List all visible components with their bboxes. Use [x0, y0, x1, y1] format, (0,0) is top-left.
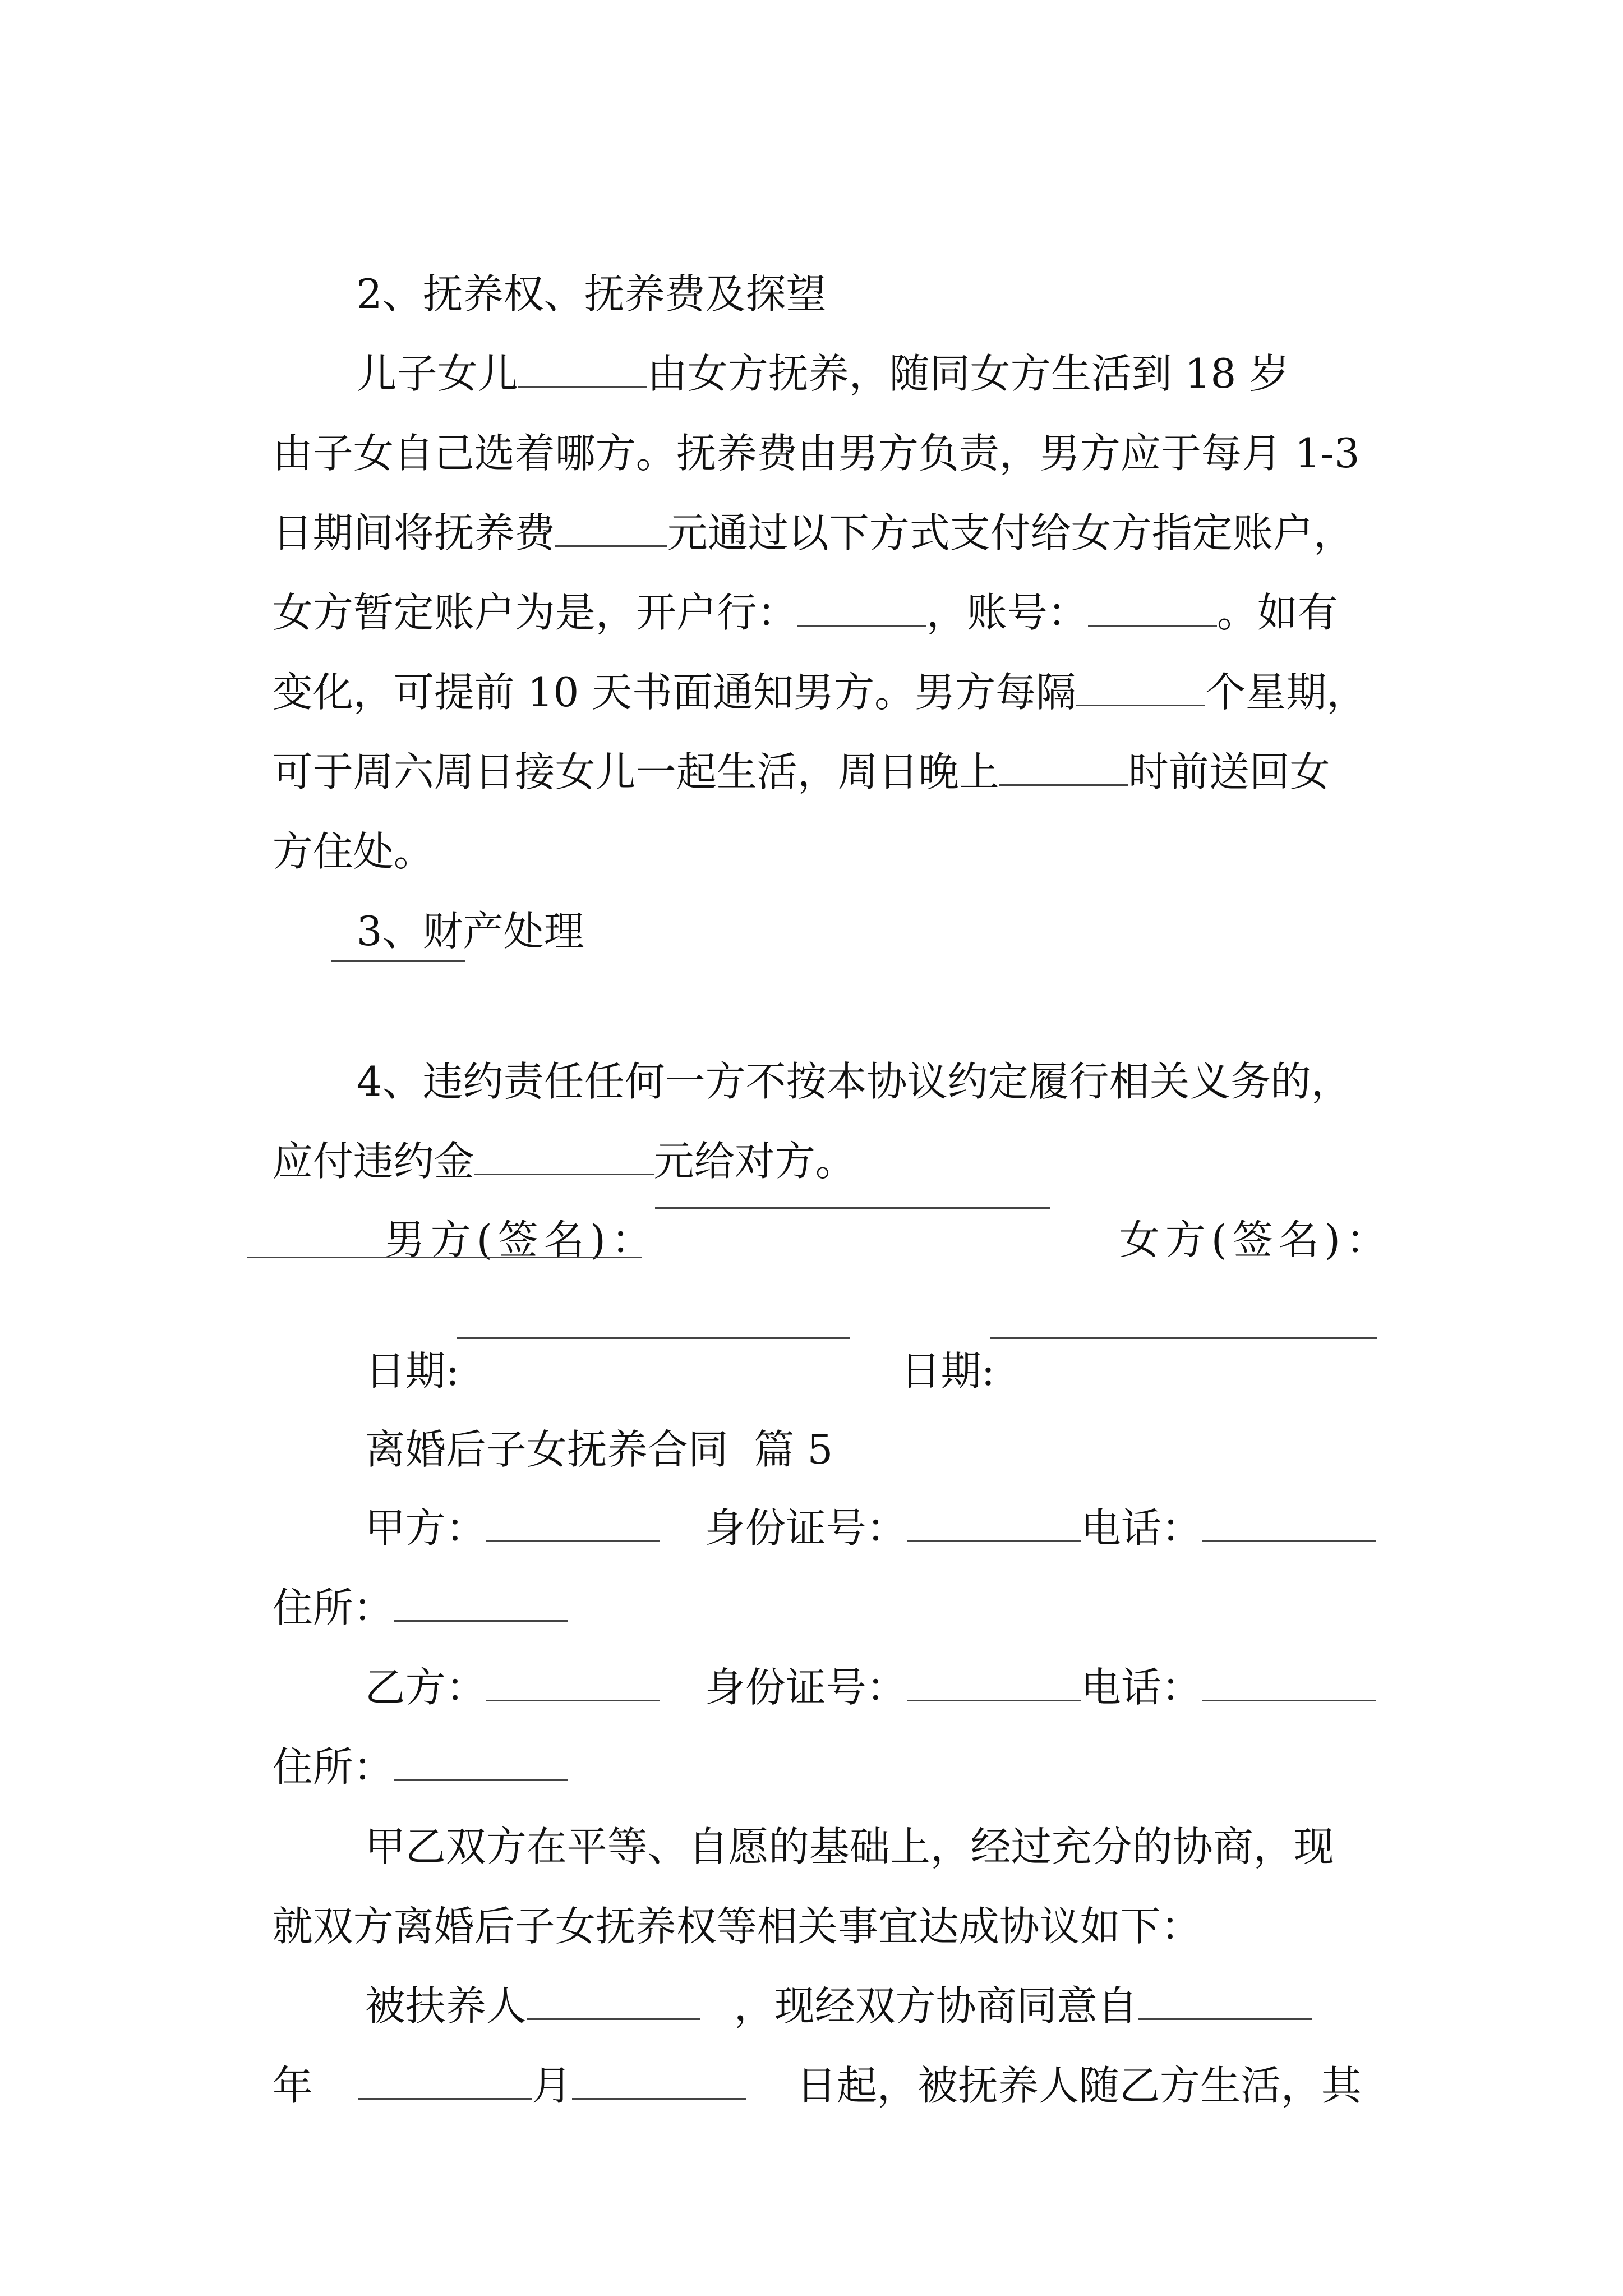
text-segment: 甲乙双方在平等、自愿的基础上，经过充分的协商，现: [365, 1823, 1334, 1870]
text-segment: 日期间将抚养费: [272, 509, 555, 556]
text-segment: 就双方离婚后子女抚养权等相关事宜达成协议如下：: [272, 1903, 1201, 1950]
label-text: 电话：: [1080, 1664, 1202, 1711]
blank-field: [907, 1508, 1081, 1542]
label-text: 甲方：: [365, 1504, 486, 1552]
custody-line-1: [331, 293, 1290, 397]
blank-field: [907, 1667, 1081, 1701]
male-signature-field: [655, 1207, 1050, 1209]
text-segment: 4、违约责任任何一方不按本协议约定履行相关义务的，: [356, 1058, 1352, 1105]
text-segment: 元给对方。: [653, 1138, 856, 1185]
section-3-heading: [331, 850, 584, 955]
label-text: 日期:: [900, 1347, 995, 1395]
blank-field: [999, 752, 1128, 786]
intro-line-2: [247, 1846, 1201, 1950]
label-text: 身份证号：: [704, 1664, 907, 1711]
date-field-2: [990, 1337, 1377, 1339]
text-segment: 女方暂定账户为是，开户行：: [272, 589, 797, 636]
text-segment: ，现经双方协商同意自: [734, 1982, 1138, 2030]
custody-line-4: [247, 532, 1338, 636]
breach-line-2: [247, 1080, 856, 1185]
custody-line-5: [247, 611, 1367, 716]
party-a-line: [339, 1447, 1376, 1552]
custody-line-6: [247, 691, 1330, 795]
label-text: 电话：: [1080, 1504, 1202, 1552]
text-segment: 可于周六周日接女儿一起生活，周日晚上: [272, 748, 999, 795]
text-segment: 个星期，: [1205, 669, 1367, 716]
start-date-line: [247, 2005, 1362, 2109]
party-b-address-line: [247, 1686, 568, 1791]
custody-line-7: [247, 771, 434, 875]
contract-title: [339, 1369, 833, 1473]
label-text: 住所：: [272, 1584, 394, 1631]
female-signature-field: [247, 1257, 642, 1258]
text-segment: 年: [272, 2062, 313, 2109]
text-segment: 方住处。: [272, 828, 434, 875]
breach-line-1: [331, 1001, 1352, 1105]
text-segment: 被扶养人: [365, 1982, 527, 2030]
heading-text: 3、财产处理: [356, 908, 584, 955]
title-text: 离婚后子女抚养合同 篇 5: [365, 1426, 833, 1473]
text-segment: 时前送回女: [1128, 748, 1330, 795]
text-segment: 应付违约金: [272, 1138, 474, 1185]
label-text: 乙方：: [365, 1664, 486, 1711]
intro-line-1: [339, 1766, 1334, 1870]
party-b-line: [339, 1607, 1376, 1711]
custody-line-3: [247, 452, 1354, 556]
text-segment: 日起，被抚养人随乙方生活，其: [796, 2062, 1362, 2109]
section-2-heading: [331, 213, 827, 318]
heading-text: 2、抚养权、抚养费及探望: [356, 270, 827, 318]
dependent-line: [339, 1925, 1312, 2030]
date-field-1: [457, 1337, 850, 1339]
text-segment: 由子女自己选着哪方。抚养费由男方负责，男方应于每月 1-3: [272, 430, 1360, 477]
text-segment: 元通过以下方式支付给女方指定账户，: [667, 509, 1354, 556]
date-label-2: [875, 1290, 995, 1395]
blank-field: [1202, 1667, 1376, 1701]
party-a-address-line: [247, 1527, 568, 1631]
text-segment: 由女方抚养，随同女方生活到 18 岁: [647, 350, 1290, 397]
blank-field: [358, 2065, 532, 2100]
text-segment: 儿子女儿: [356, 350, 518, 397]
male-signature-label: [348, 1159, 657, 1263]
text-segment: ，账号：: [926, 589, 1088, 636]
custody-line-2: [247, 372, 1360, 477]
date-label-1: [339, 1290, 460, 1395]
label-text: 身份证号：: [704, 1504, 907, 1552]
blank-field: [1202, 1508, 1376, 1542]
property-blank-field: [331, 960, 465, 962]
blank-field: [572, 2065, 746, 2100]
label-text: 男方(签名)：: [384, 1216, 657, 1263]
label-text: 女方(签名)：: [1119, 1216, 1392, 1263]
text-segment: 变化，可提前 10 天书面通知男方。男方每隔: [272, 669, 1077, 716]
label-text: 住所：: [272, 1743, 394, 1791]
female-signature-label: [1082, 1159, 1392, 1263]
text-segment: 。如有: [1216, 589, 1338, 636]
label-text: 日期:: [365, 1347, 460, 1395]
text-segment: 月: [531, 2062, 572, 2109]
